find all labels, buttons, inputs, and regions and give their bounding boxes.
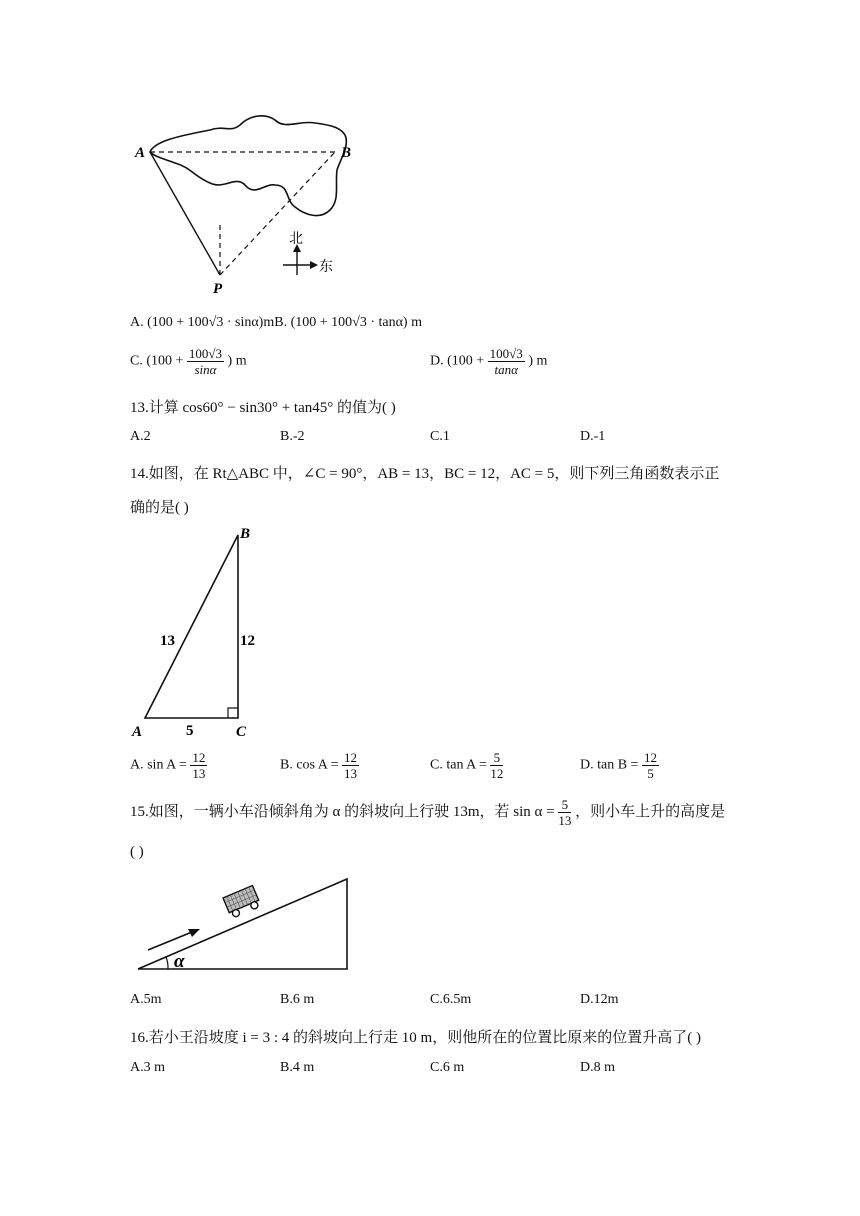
label-B: B <box>240 526 251 542</box>
label-hypotenuse: 13 <box>160 633 175 649</box>
label-vertical: 12 <box>240 633 255 649</box>
q12-option-a-b: A. (100 + 100√3 · sinα)mB. (100 + 100√3 · tanα) m <box>130 315 422 330</box>
slope-figure <box>130 870 355 980</box>
label-A: A <box>132 724 143 740</box>
q15-stem-line1: 15.如图，一辆小车沿倾斜角为 α 的斜坡向上行驶 13m，若 sin α = $\frac{5}{13}$ ，则小车上升的高度是 <box>130 797 726 828</box>
q15-option-c: C.6.5m <box>430 992 472 1007</box>
label-P: P <box>213 281 223 297</box>
label-B: B <box>341 145 352 161</box>
q13-option-c: C.1 <box>430 429 450 444</box>
q14-stem-line2: 确的是( ) <box>130 500 189 516</box>
q14-option-a: A. sin A = $\frac{12}{13}$ <box>130 750 206 781</box>
q13-option-b: B.-2 <box>280 429 305 444</box>
label-C: C <box>236 724 247 740</box>
q14-option-c: C. tan A = $\frac{5}{12}$ <box>430 750 504 781</box>
label-A: A <box>135 145 146 161</box>
q16-option-a: A.3 m <box>130 1060 165 1075</box>
q12-option-c-fraction: $\frac{100√3}{\sin\alpha}$ <box>188 346 223 377</box>
q16-option-c: C.6 m <box>430 1060 465 1075</box>
q16-option-d: D.8 m <box>580 1060 615 1075</box>
angle-arc <box>166 957 168 969</box>
cart-icon <box>223 885 261 918</box>
right-angle-mark <box>228 708 238 718</box>
q12-option-d-fraction: $\frac{100√3}{\tan\alpha}$ <box>489 346 523 377</box>
q12-option-d: D. (100 + $\frac{100√3}{\tan\alpha}$ ) m <box>430 346 548 377</box>
q15-option-a: A.5m <box>130 992 162 1007</box>
q14-stem-line1: 14.如图，在 Rt△ABC 中，∠C = 90°，AB = 13，BC = 12，AC = 5，则下列三角函数表示正 <box>130 466 720 482</box>
q16-stem: 16.若小王沿坡度 i = 3 : 4 的斜坡向上行走 10 m，则他所在的位置比原来的位置升高了( ) <box>130 1030 701 1046</box>
right-triangle-figure <box>128 520 268 745</box>
q14-option-d: D. tan B = $\frac{12}{5}$ <box>580 750 657 781</box>
q13-stem: 13.计算 cos60° − sin30° + tan45° 的值为( ) <box>130 400 396 416</box>
lake-outline <box>150 116 346 216</box>
q15-option-d: D.12m <box>580 992 619 1007</box>
triangle-abc <box>145 535 238 718</box>
q13-option-a: A.2 <box>130 429 151 444</box>
q15-option-b: B.6 m <box>280 992 315 1007</box>
q14-option-b: B. cos A = $\frac{12}{13}$ <box>280 750 357 781</box>
label-alpha: α <box>174 951 185 972</box>
line-PB <box>220 152 335 275</box>
east-arrow-icon <box>310 261 318 269</box>
label-north: 北 <box>289 232 303 247</box>
label-base: 5 <box>186 723 194 739</box>
q12-option-c: C. (100 + $\frac{100√3}{\sin\alpha}$ ) m <box>130 346 247 377</box>
line-AP <box>150 152 220 275</box>
q15-stem-line2: ( ) <box>130 844 144 860</box>
q16-option-b: B.4 m <box>280 1060 315 1075</box>
label-east: 东 <box>319 260 333 275</box>
q13-option-d: D.-1 <box>580 429 606 444</box>
lake-figure <box>125 105 360 300</box>
direction-arrow-line <box>148 932 192 950</box>
